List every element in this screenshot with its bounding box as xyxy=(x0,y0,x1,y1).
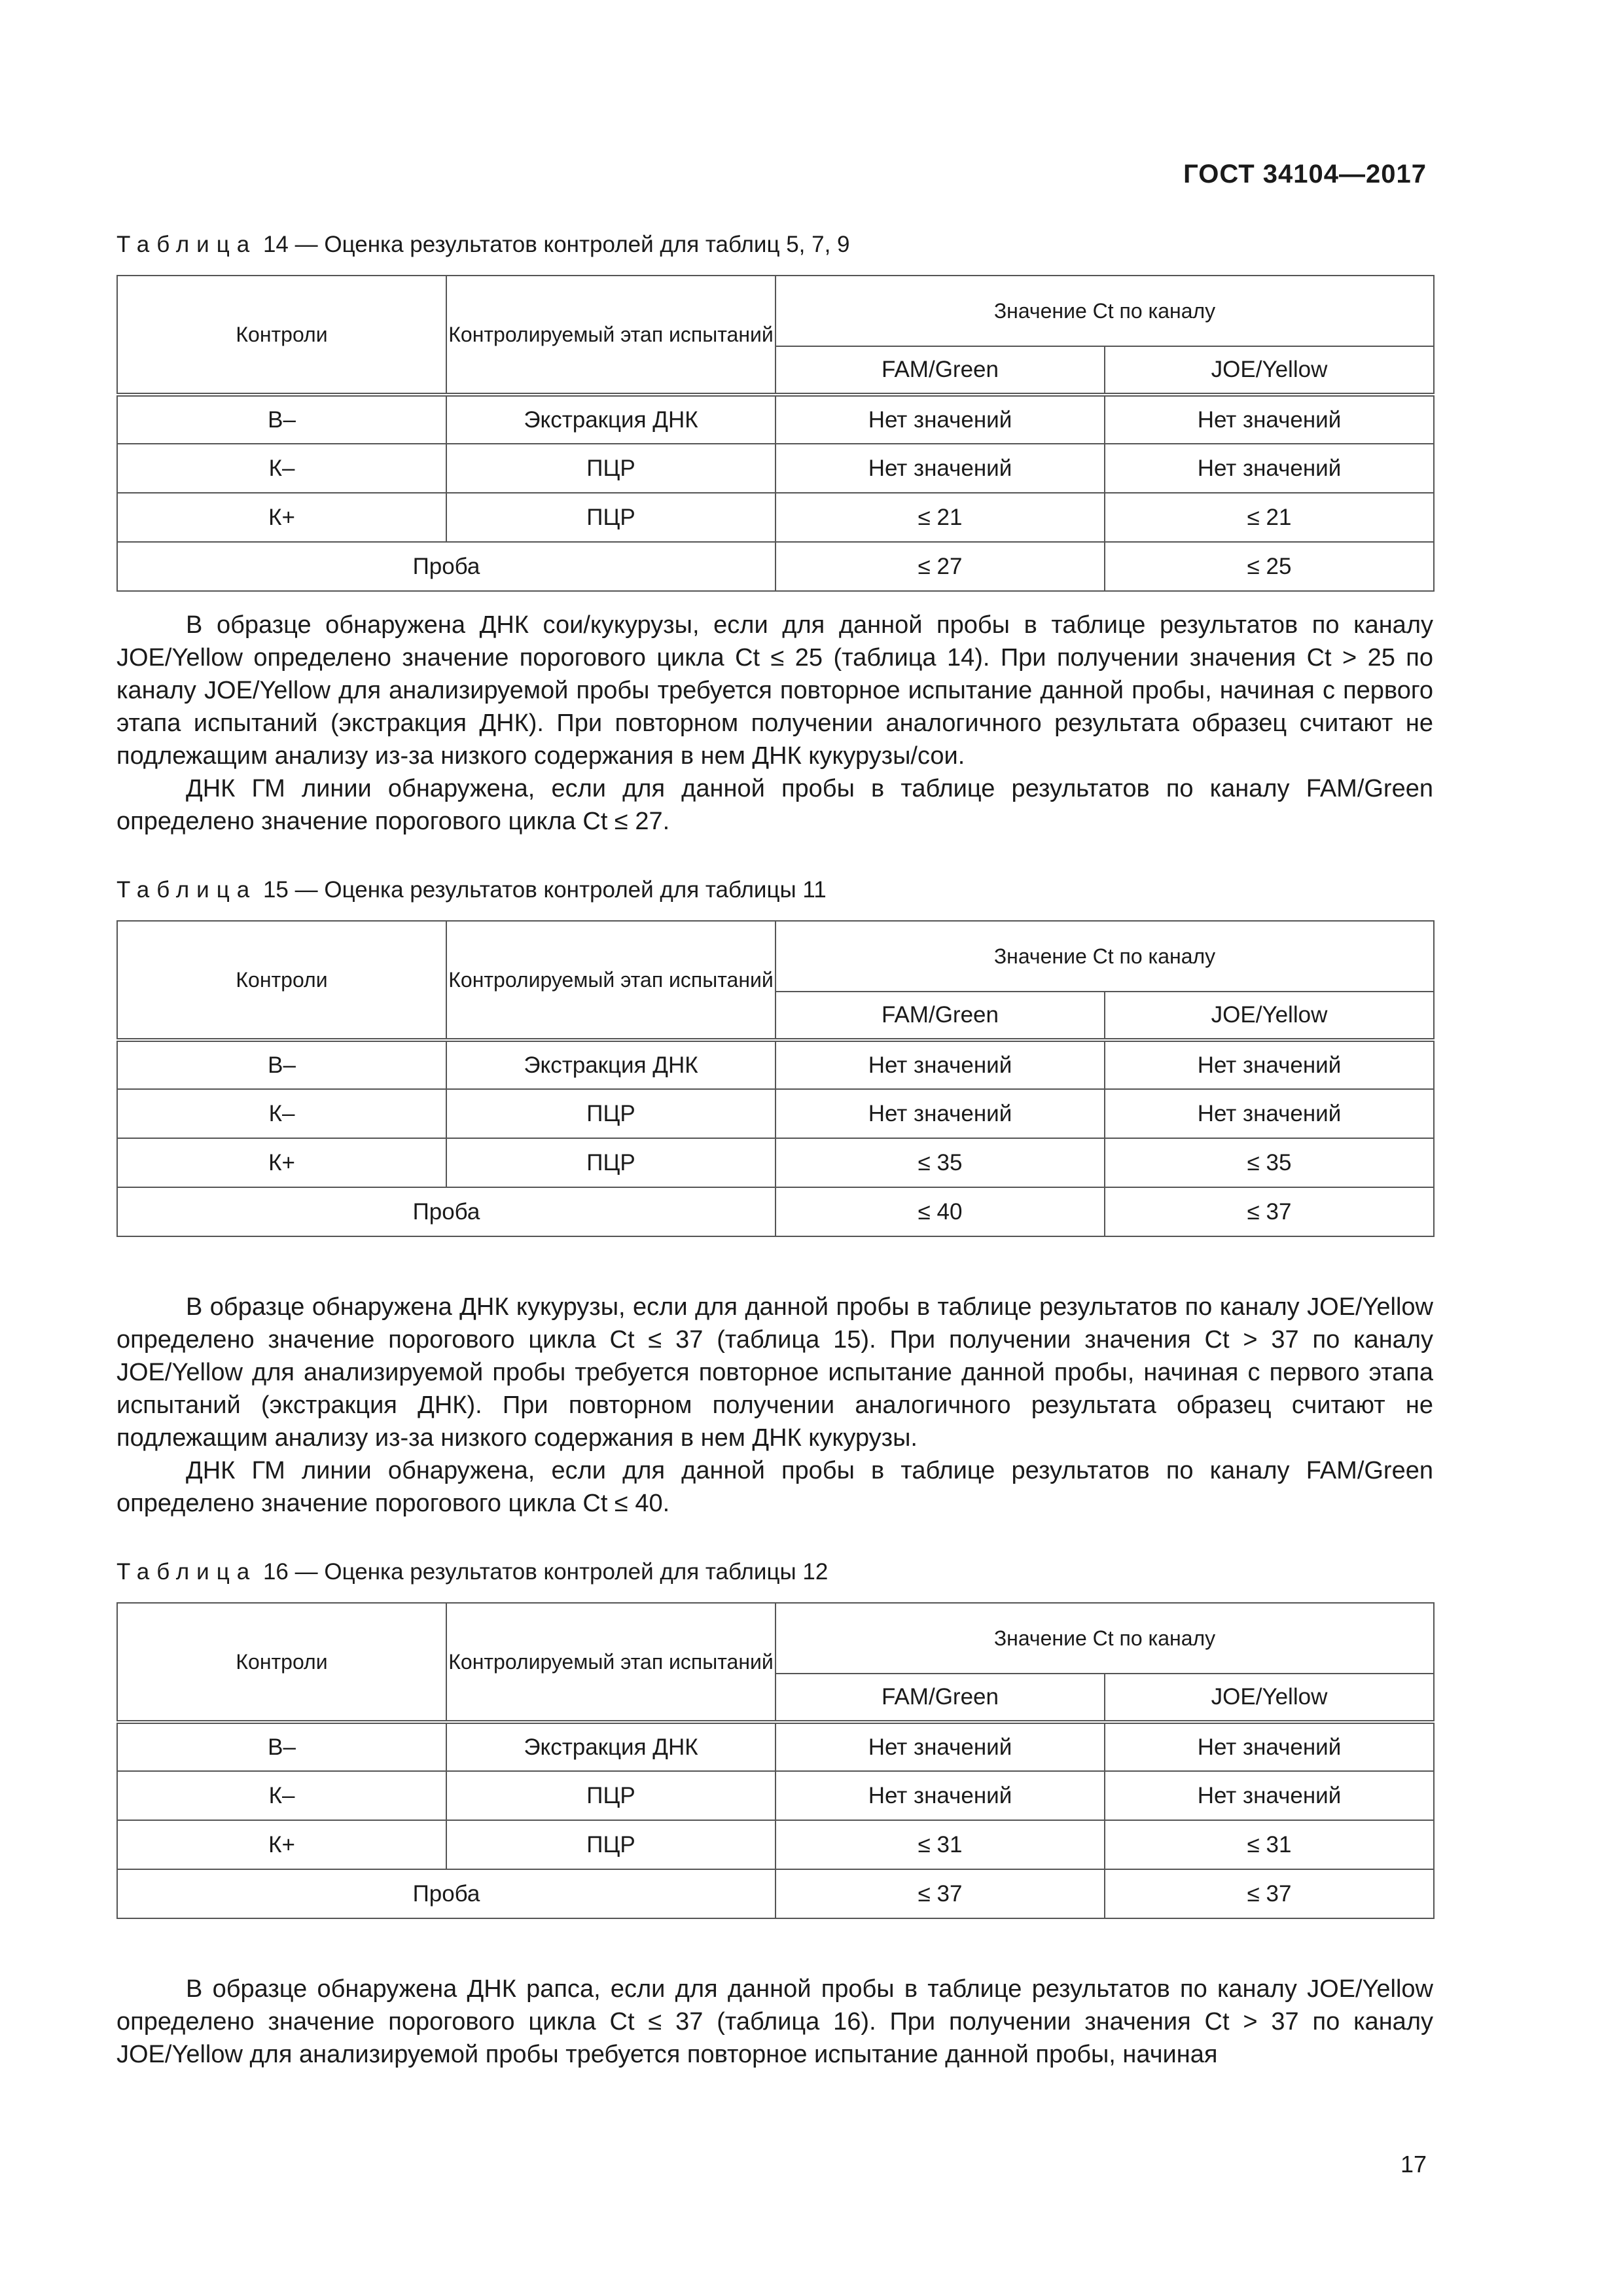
table-caption-text: 14 — Оценка результатов контролей для таблиц 5, 7, 9 xyxy=(262,232,850,257)
cell-joe: Нет значений xyxy=(1105,444,1434,493)
cell-joe: Нет значений xyxy=(1105,395,1434,444)
header-ct-value: Значение Ct по каналу xyxy=(776,1603,1434,1674)
cell-joe: ≤ 25 xyxy=(1105,542,1434,591)
cell-fam: ≤ 27 xyxy=(776,542,1105,591)
cell-fam: ≤ 35 xyxy=(776,1138,1105,1187)
cell-joe: Нет значений xyxy=(1105,1722,1434,1771)
cell-control: В– xyxy=(117,395,446,444)
cell-stage: ПЦР xyxy=(446,493,776,542)
cell-fam: Нет значений xyxy=(776,1771,1105,1820)
cell-joe: ≤ 37 xyxy=(1105,1187,1434,1236)
table-row xyxy=(117,395,1434,444)
cell-joe: ≤ 37 xyxy=(1105,1869,1434,1918)
cell-sample-label: Проба xyxy=(117,1869,776,1918)
header-controls: Контроли xyxy=(117,276,446,395)
cell-joe: ≤ 21 xyxy=(1105,493,1434,542)
header-fam-green: FAM/Green xyxy=(776,346,1105,395)
cell-control: В– xyxy=(117,1040,446,1089)
table-row xyxy=(117,1089,1434,1138)
paragraphs-after-table-16 xyxy=(116,1973,1433,2071)
table-caption xyxy=(116,232,850,258)
cell-joe: ≤ 35 xyxy=(1105,1138,1434,1187)
cell-control: К– xyxy=(117,1089,446,1138)
cell-stage: Экстракция ДНК xyxy=(446,395,776,444)
cell-control: К+ xyxy=(117,1138,446,1187)
table-row xyxy=(117,1138,1434,1187)
document-number: ГОСТ 34104—2017 xyxy=(1183,160,1427,188)
table-row xyxy=(117,1722,1434,1771)
table-row xyxy=(117,444,1434,493)
cell-stage: ПЦР xyxy=(446,1138,776,1187)
table-row xyxy=(117,1771,1434,1820)
cell-joe: Нет значений xyxy=(1105,1771,1434,1820)
paragraph: ДНК ГМ линии обнаружена, если для данной пробы в таблице результатов по каналу FAM/Green определено значение порогового цикла Ct ≤ 40. xyxy=(116,1457,1433,1517)
paragraph: ДНК ГМ линии обнаружена, если для данной пробы в таблице результатов по каналу FAM/Green определено значение порогового цикла Ct ≤ 27. xyxy=(116,775,1433,835)
table-caption-word: Таблица xyxy=(116,232,257,257)
cell-fam: ≤ 37 xyxy=(776,1869,1105,1918)
cell-stage: ПЦР xyxy=(446,1771,776,1820)
page-number: 17 xyxy=(1400,2151,1427,2178)
cell-stage: Экстракция ДНК xyxy=(446,1722,776,1771)
header-controls: Контроли xyxy=(117,921,446,1040)
cell-control: К+ xyxy=(117,1820,446,1869)
header-fam-green: FAM/Green xyxy=(776,992,1105,1040)
paragraphs-after-table-15 xyxy=(116,1291,1433,1520)
cell-stage: ПЦР xyxy=(446,444,776,493)
table-16 xyxy=(116,1602,1435,1919)
header-ct-value: Значение Ct по каналу xyxy=(776,276,1434,346)
header-joe-yellow: JOE/Yellow xyxy=(1105,346,1434,395)
cell-sample-label: Проба xyxy=(117,542,776,591)
cell-fam: ≤ 40 xyxy=(776,1187,1105,1236)
header-stage: Контролируемый этап испытаний xyxy=(446,921,776,1040)
cell-fam: ≤ 31 xyxy=(776,1820,1105,1869)
table-row-sample xyxy=(117,542,1434,591)
cell-stage: ПЦР xyxy=(446,1089,776,1138)
cell-stage: Экстракция ДНК xyxy=(446,1040,776,1089)
cell-control: В– xyxy=(117,1722,446,1771)
cell-joe: Нет значений xyxy=(1105,1089,1434,1138)
paragraph: В образце обнаружена ДНК сои/кукурузы, если для данной пробы в таблице результатов по каналу JOE/Yellow определено значение порогового цикла Ct ≤ 25 (таблица 14). При получении значения Ct > 25 по каналу JOE/Yellow для анализируемой пробы требуется повторное испытание данной пробы, начиная с первого этапа испытаний (экстракция ДНК). При повторном получении аналогичного результата образец считают не подлежащим анализу из-за низкого содержания в нем ДНК кукурузы/сои. xyxy=(116,611,1433,770)
table-caption xyxy=(116,1559,828,1585)
cell-control: К+ xyxy=(117,493,446,542)
table-row xyxy=(117,493,1434,542)
header-stage: Контролируемый этап испытаний xyxy=(446,276,776,395)
cell-fam: ≤ 21 xyxy=(776,493,1105,542)
header-joe-yellow: JOE/Yellow xyxy=(1105,992,1434,1040)
cell-fam: Нет значений xyxy=(776,444,1105,493)
header-ct-value: Значение Ct по каналу xyxy=(776,921,1434,992)
table-caption-word: Таблица xyxy=(116,877,257,903)
table-row xyxy=(117,1820,1434,1869)
cell-fam: Нет значений xyxy=(776,1722,1105,1771)
header-joe-yellow: JOE/Yellow xyxy=(1105,1674,1434,1722)
paragraphs-after-table-14 xyxy=(116,609,1433,838)
table-15 xyxy=(116,920,1435,1237)
paragraph: В образце обнаружена ДНК кукурузы, если для данной пробы в таблице результатов по каналу JOE/Yellow определено значение порогового цикла Ct ≤ 37 (таблица 15). При получении значения Ct > 37 по каналу JOE/Yellow для анализируемой пробы требуется повторное испытание данной пробы, начиная с первого этапа испытаний (экстракция ДНК). При повторном получении аналогичного результата образец считают не подлежащим анализу из-за низкого содержания в нем ДНК кукурузы. xyxy=(116,1293,1433,1452)
paragraph: В образце обнаружена ДНК рапса, если для данной пробы в таблице результатов по каналу JOE/Yellow определено значение порогового цикла Ct ≤ 37 (таблица 16). При получении значения Ct > 37 по каналу JOE/Yellow для анализируемой пробы требуется повторное испытание данной пробы, начиная xyxy=(116,1975,1433,2068)
cell-fam: Нет значений xyxy=(776,1040,1105,1089)
cell-fam: Нет значений xyxy=(776,1089,1105,1138)
cell-control: К– xyxy=(117,444,446,493)
header-stage: Контролируемый этап испытаний xyxy=(446,1603,776,1722)
cell-control: К– xyxy=(117,1771,446,1820)
table-caption-text: 16 — Оценка результатов контролей для таблицы 12 xyxy=(262,1559,829,1585)
table-caption xyxy=(116,877,827,903)
cell-joe: Нет значений xyxy=(1105,1040,1434,1089)
header-fam-green: FAM/Green xyxy=(776,1674,1105,1722)
table-row xyxy=(117,1040,1434,1089)
table-row-sample xyxy=(117,1869,1434,1918)
cell-fam: Нет значений xyxy=(776,395,1105,444)
header-controls: Контроли xyxy=(117,1603,446,1722)
cell-stage: ПЦР xyxy=(446,1820,776,1869)
table-caption-text: 15 — Оценка результатов контролей для таблицы 11 xyxy=(262,877,827,903)
table-caption-word: Таблица xyxy=(116,1559,257,1585)
cell-sample-label: Проба xyxy=(117,1187,776,1236)
table-14 xyxy=(116,275,1435,592)
cell-joe: ≤ 31 xyxy=(1105,1820,1434,1869)
table-row-sample xyxy=(117,1187,1434,1236)
